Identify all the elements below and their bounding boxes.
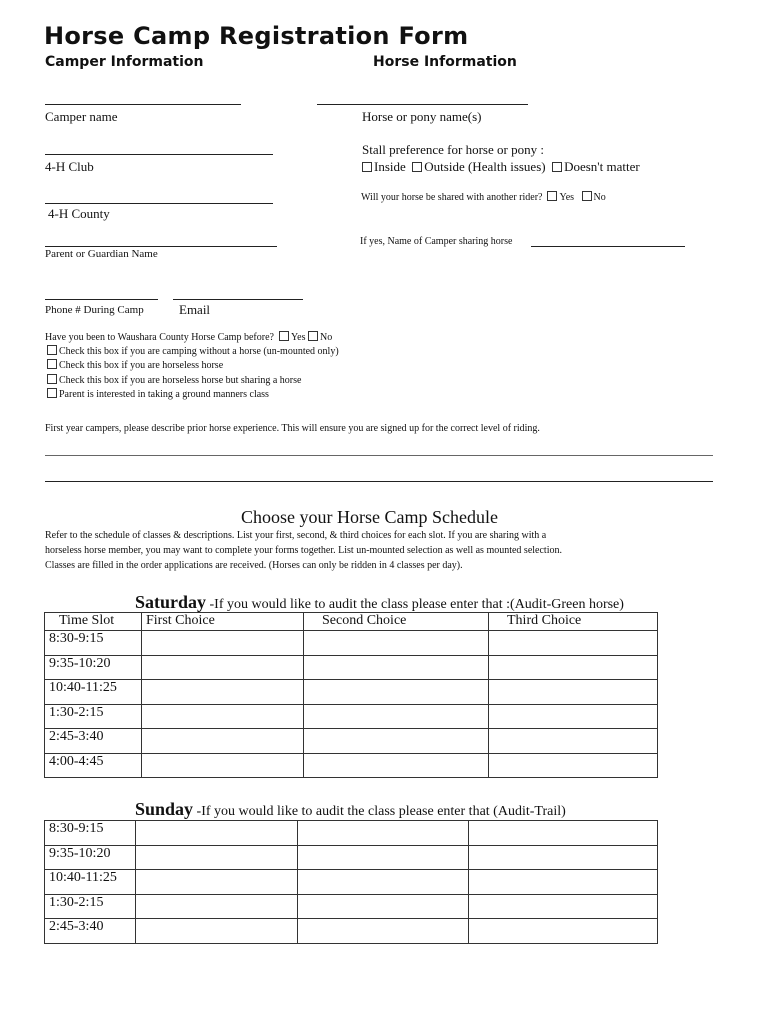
third-choice-cell[interactable] [489, 704, 658, 729]
been-before-no-checkbox[interactable] [308, 331, 318, 341]
first-choice-cell[interactable] [136, 894, 298, 919]
time-slot: 8:30-9:15 [45, 631, 142, 656]
third-choice-cell[interactable] [489, 631, 658, 656]
first-choice-cell[interactable] [142, 729, 304, 754]
second-choice-cell[interactable] [304, 655, 489, 680]
third-choice-cell[interactable] [489, 753, 658, 778]
second-choice-cell[interactable] [304, 631, 489, 656]
sharing-camper-label: If yes, Name of Camper sharing horse [360, 236, 513, 247]
table-header-row [45, 613, 658, 631]
schedule-instructions-2: horseless horse member, you may want to complete your forms together. List un-mounted selection as well as mounted selection. [45, 545, 562, 556]
checkbox-icon[interactable] [47, 388, 57, 398]
schedule-heading: Choose your Horse Camp Schedule [241, 507, 498, 527]
time-slot: 1:30-2:15 [45, 704, 142, 729]
form-title: Horse Camp Registration Form [44, 22, 469, 50]
first-choice-cell[interactable] [142, 753, 304, 778]
third-choice-cell[interactable] [469, 894, 658, 919]
email-label: Email [179, 302, 211, 317]
first-year-prompt: First year campers, please describe prior horse experience. This will ensure you are signed up for the correct level of riding. [45, 423, 540, 434]
first-choice-cell[interactable] [136, 919, 298, 944]
second-choice-cell[interactable] [298, 919, 469, 944]
horse-info-heading: Horse Information [373, 54, 517, 70]
first-choice-cell[interactable] [142, 631, 304, 656]
table-row [45, 753, 658, 778]
third-choice-cell[interactable] [469, 821, 658, 846]
first-choice-cell[interactable] [136, 845, 298, 870]
checkbox-icon[interactable] [47, 359, 57, 369]
county-label: 4-H County [48, 206, 110, 221]
schedule-instructions-3: Classes are filled in the order applications are received. (Horses can only be ridden in 4 classes per day). [45, 560, 463, 571]
table-row [45, 919, 658, 944]
third-choice-cell[interactable] [489, 680, 658, 705]
shared-no-checkbox[interactable] [582, 191, 592, 201]
guardian-field[interactable] [45, 246, 277, 247]
checkbox-unmounted[interactable]: Check this box if you are camping without a horse (un-mounted only) [47, 345, 339, 357]
time-slot: 1:30-2:15 [45, 894, 136, 919]
time-slot: 10:40-11:25 [45, 870, 136, 895]
time-slot: 2:45-3:40 [45, 729, 142, 754]
first-choice-cell[interactable] [136, 821, 298, 846]
stall-pref-label: Stall preference for horse or pony : [362, 142, 544, 157]
checkbox-ground-manners[interactable]: Parent is interested in taking a ground manners class [47, 388, 269, 400]
third-choice-cell[interactable] [469, 919, 658, 944]
table-row [45, 894, 658, 919]
county-field[interactable] [45, 203, 273, 204]
sharing-camper-field[interactable] [531, 246, 685, 247]
third-choice-cell[interactable] [469, 870, 658, 895]
first-choice-cell[interactable] [142, 680, 304, 705]
first-choice-cell[interactable] [136, 870, 298, 895]
third-choice-cell[interactable] [489, 729, 658, 754]
camper-name-field[interactable] [45, 104, 241, 105]
camper-name-label: Camper name [45, 109, 118, 124]
checkbox-icon[interactable] [47, 374, 57, 384]
table-row [45, 680, 658, 705]
schedule-instructions-1: Refer to the schedule of classes & descriptions. List your first, second, & third choices for each slot. If you are sharing with a [45, 530, 547, 541]
time-slot: 9:35-10:20 [45, 655, 142, 680]
table-row [45, 821, 658, 846]
experience-line-1[interactable] [45, 455, 713, 456]
email-field[interactable] [173, 299, 303, 300]
saturday-heading: Saturday -If you would like to audit the class please enter that :(Audit-Green horse) [135, 592, 624, 612]
second-choice-cell[interactable] [304, 704, 489, 729]
table-row [45, 845, 658, 870]
checkbox-horseless[interactable]: Check this box if you are horseless horse [47, 359, 223, 371]
club-label: 4-H Club [45, 159, 94, 174]
first-choice-cell[interactable] [142, 655, 304, 680]
table-row [45, 870, 658, 895]
table-row [45, 631, 658, 656]
experience-line-2[interactable] [45, 481, 713, 482]
third-choice-cell[interactable] [469, 845, 658, 870]
second-choice-cell[interactable] [298, 870, 469, 895]
col-header-time: Time Slot [45, 613, 142, 631]
stall-doesnt-matter-checkbox[interactable] [552, 162, 562, 172]
second-choice-cell[interactable] [298, 894, 469, 919]
time-slot: 4:00-4:45 [45, 753, 142, 778]
second-choice-cell[interactable] [304, 680, 489, 705]
table-row [45, 655, 658, 680]
shared-yes-checkbox[interactable] [547, 191, 557, 201]
third-choice-cell[interactable] [489, 655, 658, 680]
second-choice-cell[interactable] [298, 845, 469, 870]
checkbox-icon[interactable] [47, 345, 57, 355]
shared-question: Will your horse be shared with another rider? Yes No [361, 192, 606, 203]
guardian-label: Parent or Guardian Name [45, 248, 158, 260]
camper-info-heading: Camper Information [45, 54, 204, 70]
sunday-heading: Sunday -If you would like to audit the class please enter that (Audit-Trail) [135, 799, 566, 819]
stall-outside-checkbox[interactable] [412, 162, 422, 172]
stall-inside-checkbox[interactable] [362, 162, 372, 172]
phone-field[interactable] [45, 299, 158, 300]
time-slot: 10:40-11:25 [45, 680, 142, 705]
horse-name-field[interactable] [317, 104, 528, 105]
checkbox-horseless-sharing[interactable]: Check this box if you are horseless horse but sharing a horse [47, 374, 301, 386]
first-choice-cell[interactable] [142, 704, 304, 729]
second-choice-cell[interactable] [298, 821, 469, 846]
second-choice-cell[interactable] [304, 753, 489, 778]
horse-name-label: Horse or pony name(s) [362, 109, 482, 124]
been-before-yes-checkbox[interactable] [279, 331, 289, 341]
sunday-table [44, 820, 658, 944]
time-slot: 9:35-10:20 [45, 845, 136, 870]
table-row [45, 704, 658, 729]
table-row [45, 729, 658, 754]
col-header-first: First Choice [142, 613, 304, 631]
saturday-table [44, 612, 658, 778]
col-header-third: Third Choice [489, 613, 658, 631]
been-before-question: Have you been to Waushara County Horse Camp before? Yes No [45, 332, 333, 343]
club-field[interactable] [45, 154, 273, 155]
stall-options: Inside Outside (Health issues) Doesn't matter [362, 159, 640, 175]
col-header-second: Second Choice [304, 613, 489, 631]
time-slot: 2:45-3:40 [45, 919, 136, 944]
second-choice-cell[interactable] [304, 729, 489, 754]
time-slot: 8:30-9:15 [45, 821, 136, 846]
phone-label: Phone # During Camp [45, 304, 144, 316]
